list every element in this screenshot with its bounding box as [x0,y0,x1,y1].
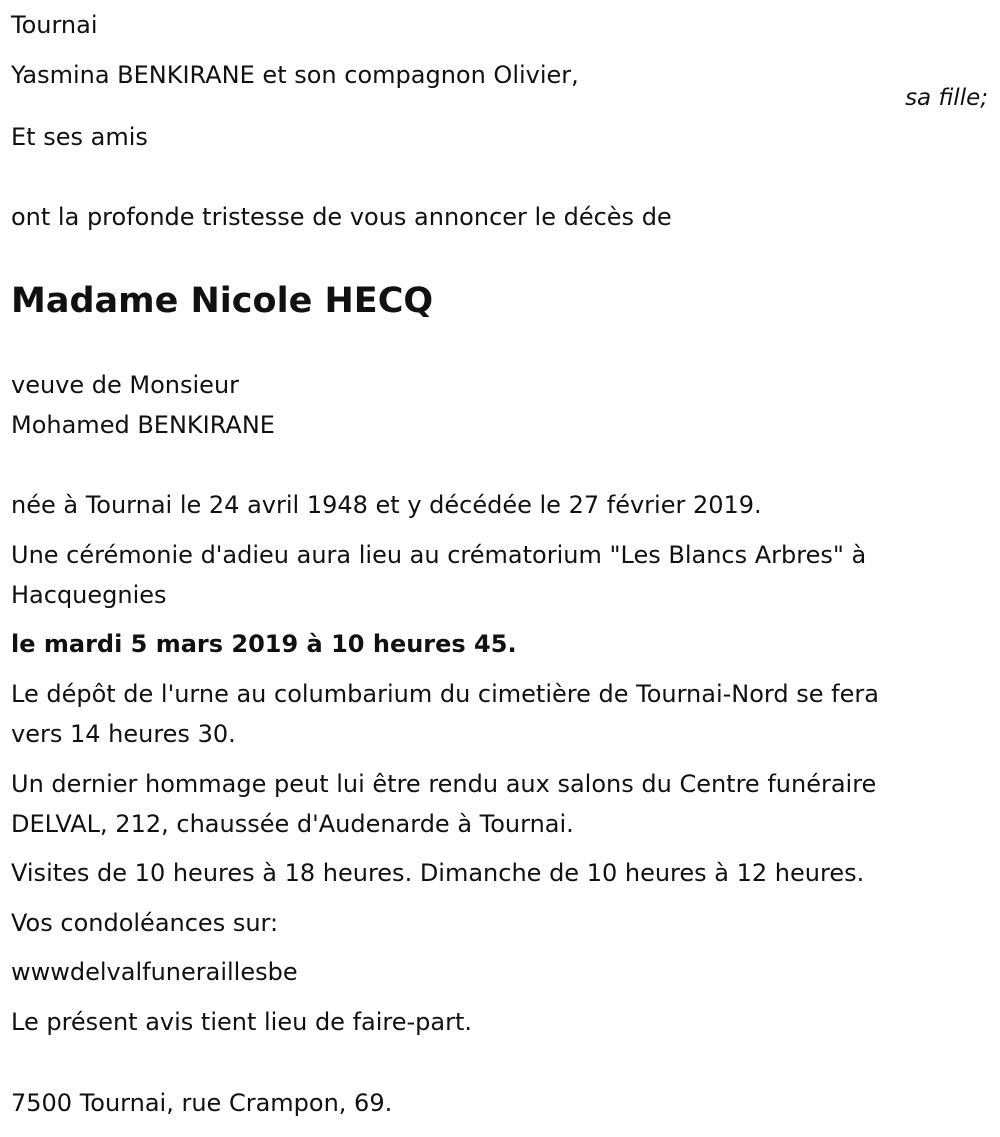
urn-line-2: vers 14 heures 30. [11,720,236,748]
announcement-text: ont la profonde tristesse de vous annoncer le décès de [11,203,672,231]
ceremony-date: le mardi 5 mars 2019 à 10 heures 45. [11,630,517,658]
friends-line: Et ses amis [11,123,148,151]
widow-line-2: Mohamed BENKIRANE [11,411,275,439]
condolences-label: Vos condoléances sur: [11,909,279,937]
notice-note: Le présent avis tient lieu de faire-part. [11,1008,473,1036]
deceased-name: Madame Nicole HECQ [11,281,434,321]
address-line: 7500 Tournai, rue Crampon, 69. [11,1089,393,1117]
birth-death-line: née à Tournai le 24 avril 1948 et y décédée le 27 février 2019. [11,491,762,519]
homage-line-1: Un dernier hommage peut lui être rendu aux salons du Centre funéraire [11,770,877,798]
widow-line-1: veuve de Monsieur [11,371,240,399]
homage-line-2: DELVAL, 212, chaussée d'Audenarde à Tournai. [11,810,574,838]
family-line: Yasmina BENKIRANE et son compagnon Olivier, [11,61,579,89]
city-heading: Tournai [11,11,98,39]
website-text: wwwdelvalfuneraillesbe [11,958,298,986]
family-relation: sa fille; [905,85,988,111]
ceremony-line-1: Une cérémonie d'adieu aura lieu au crématorium "Les Blancs Arbres" à [11,541,867,569]
ceremony-line-2: Hacquegnies [11,581,167,609]
visits-line: Visites de 10 heures à 18 heures. Dimanche de 10 heures à 12 heures. [11,859,865,887]
urn-line-1: Le dépôt de l'urne au columbarium du cimetière de Tournai-Nord se fera [11,680,879,708]
